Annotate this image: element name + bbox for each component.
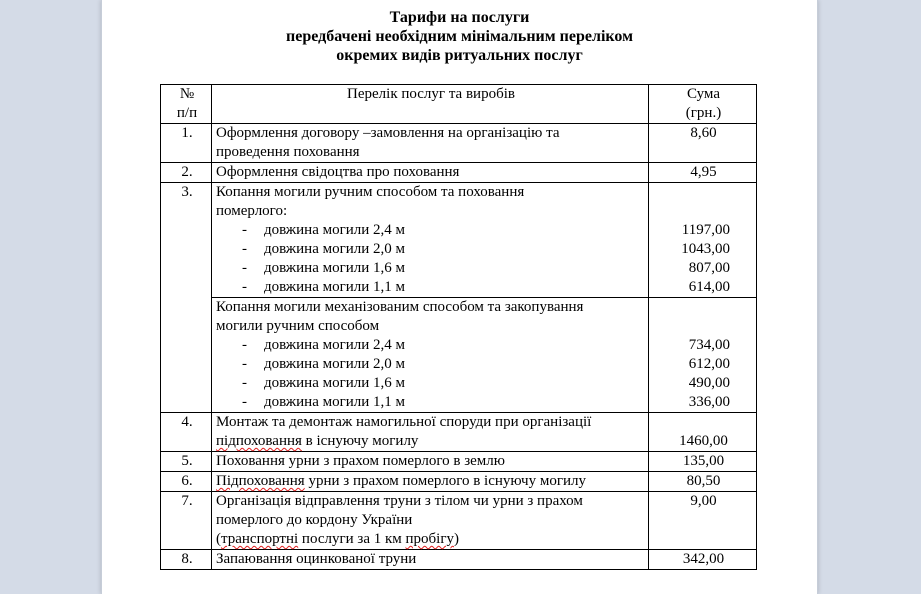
sub-amount: 1197,00 — [681, 222, 730, 238]
row-number: 4. — [161, 413, 212, 452]
row-amount: 1460,00 — [649, 413, 757, 452]
row-number: 7. — [161, 492, 212, 550]
row-number: 5. — [161, 452, 212, 472]
header-number: № п/п — [161, 85, 212, 124]
sub-item: - довжина могили 1,6 м — [242, 260, 406, 276]
sub-amount: 807,00 — [688, 260, 730, 276]
row-amount: 4,95 — [649, 163, 757, 183]
row-service: Підпоховання урни з прахом померлого в існуючу могилу — [212, 472, 649, 492]
row-number: 6. — [161, 472, 212, 492]
row-service: Оформлення свідоцтва про поховання — [212, 163, 649, 183]
row-service: Поховання урни з прахом померлого в землю — [212, 452, 649, 472]
spellcheck-word: Підпоховання — [216, 473, 305, 489]
sub-amount: 490,00 — [688, 375, 730, 391]
sub-amount: 614,00 — [688, 279, 730, 295]
table-row — [161, 550, 757, 570]
sub-item: - довжина могили 1,1 м — [242, 279, 406, 295]
spellcheck-word: транспортні — [221, 531, 299, 547]
row-amounts-mechanized — [649, 298, 757, 413]
spellcheck-word: підпоховання — [216, 433, 302, 449]
document-title — [102, 8, 817, 65]
sub-item: - довжина могили 2,0 м — [242, 356, 406, 372]
row-service-mechanized: Копання могили механізованим способом та закопування могили ручним способом - довжина могили 2,4 м - довжина могили 2,0 м - довжина могили 1,6 м - довжина могили 1,1 м — [212, 298, 649, 413]
row-service: Організація відправлення труни з тілом чи урни з прахом померлого до кордону України (транспортні послуги за 1 км пробігу) — [212, 492, 649, 550]
sub-item: - довжина могили 2,0 м — [242, 241, 406, 257]
table-row — [161, 163, 757, 183]
table-row — [161, 492, 757, 550]
title-line-2: передбачені необхідним мінімальним переліком — [286, 28, 633, 45]
table-row — [161, 472, 757, 492]
sub-item: - довжина могили 1,6 м — [242, 375, 406, 391]
table-row — [161, 452, 757, 472]
sub-amount: 336,00 — [688, 394, 730, 410]
table-row — [161, 298, 757, 413]
sub-amount: 1043,00 — [681, 241, 730, 257]
row-amount: 80,50 — [649, 472, 757, 492]
row-number: 3. — [161, 183, 212, 413]
header-sum: Сума (грн.) — [649, 85, 757, 124]
row-service: Монтаж та демонтаж намогильної споруди при організації підпоховання в існуючу могилу — [212, 413, 649, 452]
row-number: 1. — [161, 124, 212, 163]
row-amounts-manual — [649, 183, 757, 298]
sub-amount: 612,00 — [688, 356, 730, 372]
sub-item: - довжина могили 2,4 м — [242, 222, 406, 238]
title-line-3: окремих видів ритуальних послуг — [336, 47, 583, 64]
table-row — [161, 124, 757, 163]
document-page — [102, 0, 817, 594]
row-service: Оформлення договору –замовлення на організацію та проведення поховання — [212, 124, 649, 163]
tariffs-table — [160, 84, 757, 570]
sub-amount: 734,00 — [688, 337, 730, 353]
row-amount: 342,00 — [649, 550, 757, 570]
row-service: Запаювання оцинкованої труни — [212, 550, 649, 570]
sub-item: - довжина могили 2,4 м — [242, 337, 406, 353]
title-line-1: Тарифи на послуги — [389, 9, 530, 26]
row-number: 8. — [161, 550, 212, 570]
table-header-row — [161, 85, 757, 124]
spellcheck-word: пробігу — [405, 531, 454, 547]
row-number: 2. — [161, 163, 212, 183]
row-amount: 135,00 — [649, 452, 757, 472]
row-amount: 8,60 — [649, 124, 757, 163]
table-row — [161, 413, 757, 452]
row-amount: 9,00 — [649, 492, 757, 550]
table-row — [161, 183, 757, 298]
header-services: Перелік послуг та виробів — [212, 85, 649, 124]
sub-item: - довжина могили 1,1 м — [242, 394, 406, 410]
row-service-manual: Копання могили ручним способом та поховання померлого: - довжина могили 2,4 м - довжина могили 2,0 м - довжина могили 1,6 м - довжина могили 1,1 м — [212, 183, 649, 298]
